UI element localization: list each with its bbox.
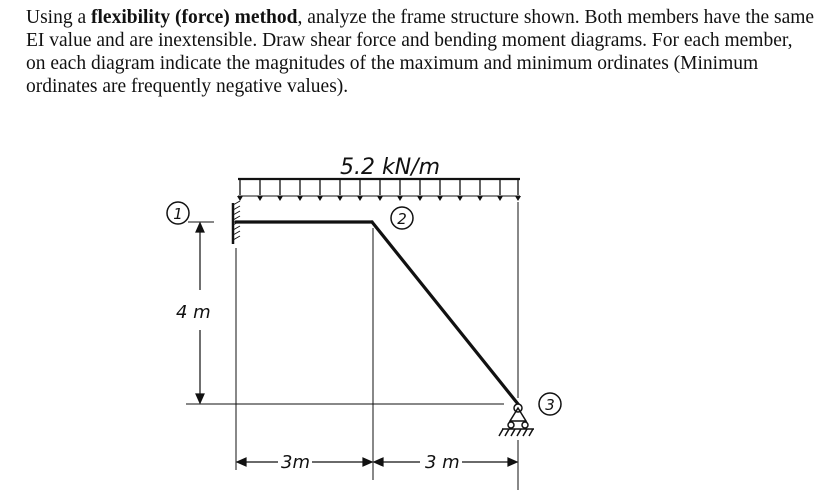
extension-lines (186, 202, 518, 490)
problem-text-1: Using a (26, 7, 91, 28)
dim-left-label: 3m (281, 452, 310, 473)
dimension-horizontal (237, 458, 517, 466)
roller-support (499, 404, 534, 436)
dim-height-label: 4 m (176, 302, 211, 323)
member-diagonal (372, 222, 518, 404)
dim-right-label: 3 m (425, 452, 460, 473)
distributed-load (237, 179, 521, 201)
node-2-label: 2 (397, 210, 407, 228)
node-2-marker (391, 207, 413, 229)
node-3-label: 3 (545, 396, 555, 414)
load-label: 5.2 kN/m (340, 155, 441, 180)
node-1-marker (167, 202, 189, 224)
frame-members (236, 222, 518, 404)
node-1-label: 1 (173, 205, 183, 223)
problem-bold-method: flexibility (force) method (91, 7, 298, 28)
problem-text-2: , analyze the frame structure shown. Both members have the same EI value and are inextensible. Draw shear force and bending moment diagrams. For each member, on each diagram indicate the magnitudes of the maximum and minimum ordinates (Minimum ordinates are frequently negative values). (26, 7, 815, 97)
node-3-marker (539, 393, 561, 415)
